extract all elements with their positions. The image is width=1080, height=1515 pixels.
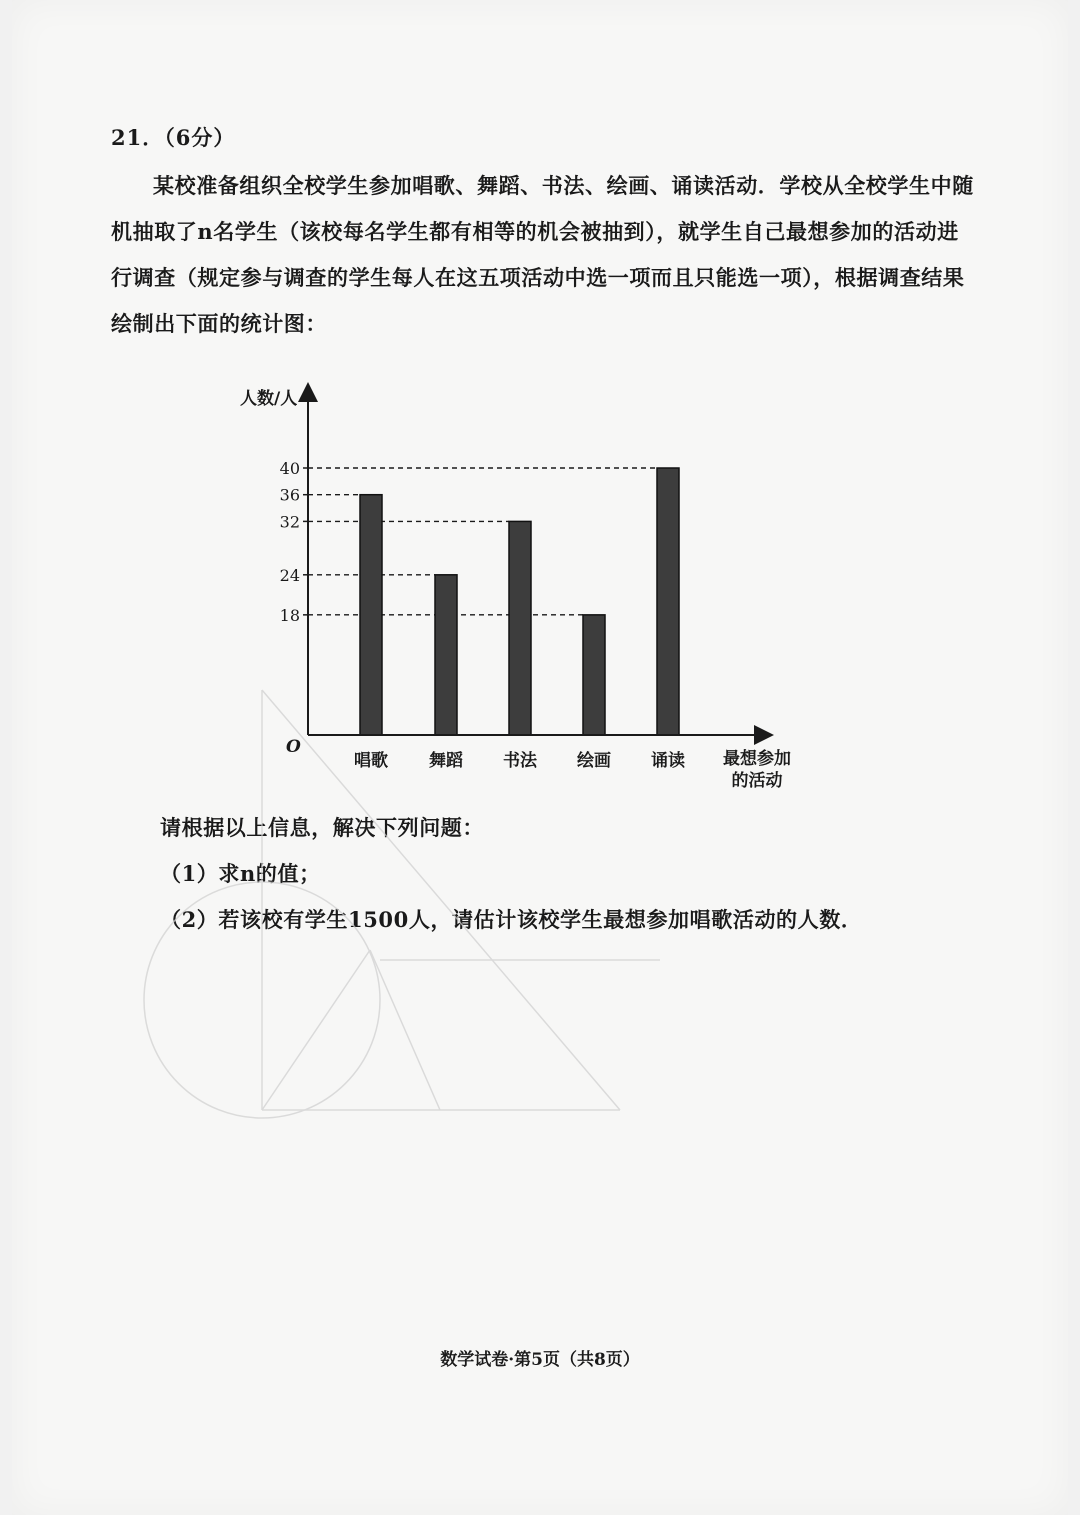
sub-question-2: （2）若该校有学生1500人，请估计该校学生最想参加唱歌活动的人数． — [160, 907, 863, 932]
bar-舞蹈 — [435, 575, 457, 735]
intro-line-4: 绘制出下面的统计图： — [111, 311, 327, 336]
intro-line-1: 某校准备组织全校学生参加唱歌、舞蹈、书法、绘画、诵读活动．学校从全校学生中随 — [153, 173, 974, 198]
x-tick-label: 书法 — [503, 751, 537, 771]
bar-书法 — [509, 521, 531, 735]
origin-label: O — [286, 737, 301, 757]
page-footer: 数学试卷·第5页（共8页） — [440, 1350, 640, 1370]
y-tick-label: 40 — [279, 459, 300, 478]
question-number: 21．（6分） — [111, 125, 236, 150]
prompt-line: 请根据以上信息，解决下列问题： — [160, 815, 484, 840]
intro-line-3: 行调查（规定参与调查的学生每人在这五项活动中选一项而且只能选一项），根据调查结果 — [111, 265, 965, 290]
bar-唱歌 — [360, 495, 382, 735]
y-tick-label: 32 — [279, 512, 300, 532]
intro-line-2: 机抽取了n名学生（该校每名学生都有相等的机会被抽到），就学生自己最想参加的活动进 — [111, 219, 959, 244]
x-tick-label: 诵读 — [651, 751, 685, 771]
x-tick-label: 唱歌 — [354, 751, 388, 771]
bar-绘画 — [583, 615, 605, 735]
y-tick-label: 24 — [279, 565, 300, 585]
x-axis-label-line2: 的活动 — [731, 771, 783, 791]
bar-诵读 — [657, 468, 679, 735]
x-tick-label: 舞蹈 — [429, 751, 463, 771]
sub-question-1: （1）求n的值； — [160, 861, 321, 886]
x-tick-label: 绘画 — [577, 751, 611, 771]
y-axis-label: 人数/人 — [240, 389, 298, 409]
y-tick-label: 18 — [279, 605, 300, 625]
y-tick-label: 36 — [279, 485, 300, 505]
x-axis-label-line1: 最想参加 — [723, 749, 791, 769]
